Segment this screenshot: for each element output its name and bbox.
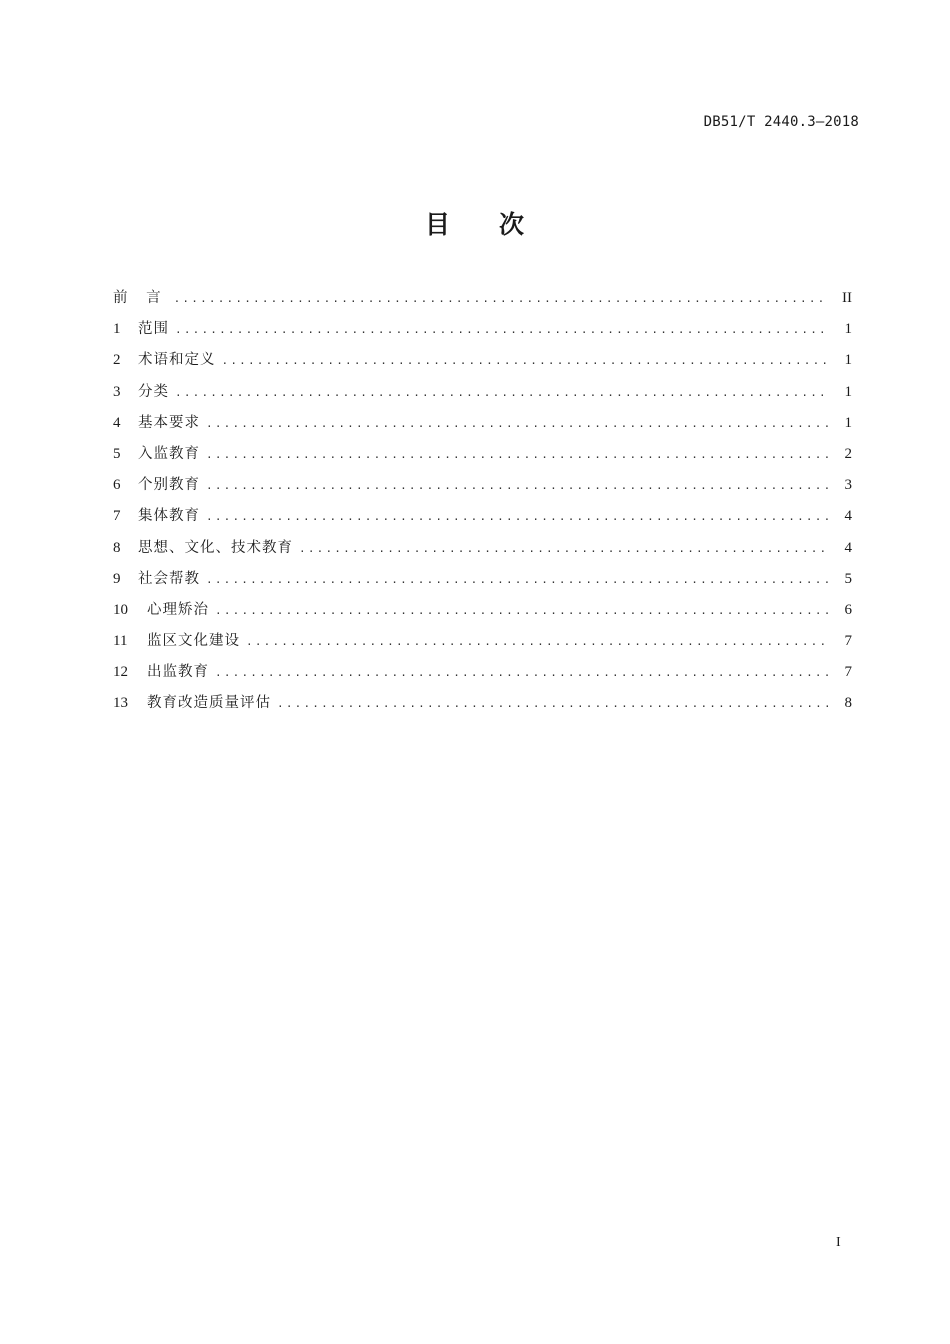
toc-entry-number: 3 [113, 383, 121, 400]
toc-entry-admission-education[interactable] [113, 439, 852, 470]
toc-entry-page: 7 [844, 664, 852, 681]
toc-entry-social-assistance[interactable] [113, 564, 852, 595]
toc-entry-number: 7 [113, 508, 121, 525]
toc-title [0, 205, 950, 241]
toc-entry-number: 6 [113, 477, 121, 494]
toc-entry-label: 前 言 [113, 290, 168, 306]
toc-dot-leader [215, 595, 828, 626]
toc-entry-scope[interactable] [113, 314, 852, 345]
toc-entry-classification[interactable] [113, 377, 852, 408]
toc-dot-leader [175, 314, 828, 345]
toc-entry-page: 1 [844, 383, 852, 400]
toc-entry-page: II [842, 290, 852, 306]
document-code: DB51/T 2440.3—2018 [703, 114, 859, 130]
toc-entry-psychological-correction[interactable] [113, 595, 852, 626]
toc-entry-label: 入监教育 [138, 445, 200, 462]
toc-entry-label: 监区文化建设 [147, 633, 240, 650]
toc-dot-leader [206, 470, 828, 501]
toc-entry-page: 4 [844, 508, 852, 525]
toc-entry-number: 8 [113, 539, 121, 556]
toc-entry-page: 7 [844, 633, 852, 650]
toc-entry-number: 9 [113, 570, 121, 587]
toc-entry-number: 4 [113, 414, 121, 431]
toc-entry-page: 1 [844, 414, 852, 431]
toc-entry-individual-education[interactable] [113, 470, 852, 501]
toc-dot-leader [206, 408, 828, 439]
toc-entry-label: 教育改造质量评估 [147, 695, 271, 712]
toc-dot-leader [222, 345, 829, 376]
toc-entry-number: 2 [113, 352, 121, 369]
page-number: I [836, 1235, 841, 1250]
toc-dot-leader [299, 533, 828, 564]
toc-dot-leader [277, 688, 828, 719]
toc-entry-page: 1 [844, 352, 852, 369]
toc-entry-number: 11 [113, 633, 128, 650]
toc-entry-quality-assessment[interactable] [113, 688, 852, 719]
toc-entry-number: 13 [113, 695, 128, 712]
toc-list [113, 283, 852, 720]
toc-entry-ideological-education[interactable] [113, 533, 852, 564]
toc-dot-leader [246, 626, 828, 657]
toc-title-char-2: 次 [499, 210, 526, 239]
toc-entry-label: 基本要求 [138, 414, 200, 431]
toc-entry-page: 6 [844, 601, 852, 618]
toc-dot-leader [174, 283, 828, 314]
toc-entry-label: 分类 [138, 383, 169, 400]
toc-entry-number: 10 [113, 601, 128, 618]
toc-entry-release-education[interactable] [113, 657, 852, 688]
toc-entry-number: 1 [113, 321, 121, 338]
toc-entry-label: 集体教育 [138, 508, 200, 525]
toc-entry-label: 出监教育 [147, 664, 209, 681]
toc-entry-label: 术语和定义 [138, 352, 216, 369]
toc-entry-label: 社会帮教 [138, 570, 200, 587]
toc-entry-page: 5 [844, 570, 852, 587]
toc-entry-page: 1 [844, 321, 852, 338]
toc-entry-label: 心理矫治 [147, 601, 209, 618]
toc-entry-label: 个别教育 [138, 477, 200, 494]
toc-title-char-1: 目 [424, 210, 451, 239]
toc-dot-leader [206, 501, 828, 532]
toc-entry-foreword[interactable] [113, 283, 852, 314]
toc-entry-number: 5 [113, 445, 121, 462]
toc-entry-collective-education[interactable] [113, 501, 852, 532]
toc-entry-number: 12 [113, 664, 128, 681]
toc-dot-leader [175, 377, 828, 408]
toc-entry-basic-requirements[interactable] [113, 408, 852, 439]
toc-entry-label: 范围 [138, 321, 169, 338]
toc-entry-label: 思想、文化、技术教育 [138, 539, 293, 556]
toc-entry-page: 8 [844, 695, 852, 712]
toc-entry-page: 2 [844, 445, 852, 462]
toc-entry-terms[interactable] [113, 345, 852, 376]
toc-entry-culture-building[interactable] [113, 626, 852, 657]
toc-dot-leader [215, 657, 828, 688]
toc-dot-leader [206, 439, 828, 470]
toc-entry-page: 3 [844, 477, 852, 494]
toc-entry-page: 4 [844, 539, 852, 556]
toc-dot-leader [206, 564, 828, 595]
